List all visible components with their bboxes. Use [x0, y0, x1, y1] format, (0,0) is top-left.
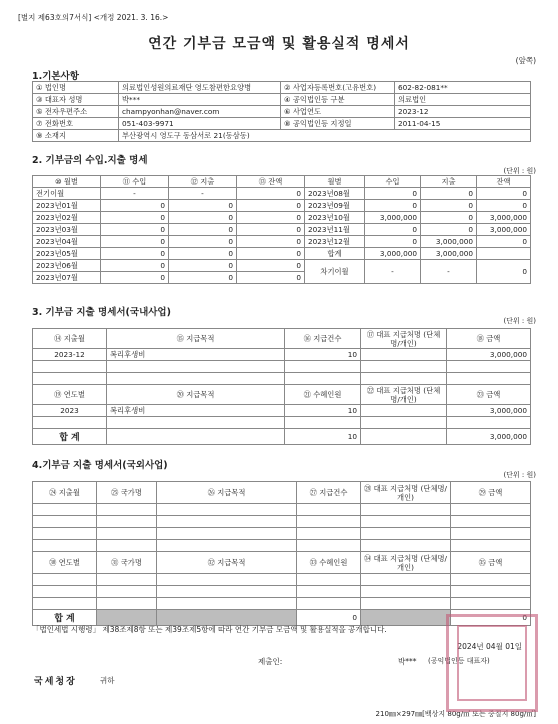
table-row [33, 349, 531, 361]
balance-cell: 0 [477, 188, 531, 200]
corp-name-label: ① 법인명 [33, 82, 119, 94]
header-recipient-2: ㉒ 대표 지급처명 (단체명/개인) [361, 385, 447, 405]
header-country-2: ㉛ 국가명 [97, 552, 157, 574]
count-cell: 10 [285, 349, 361, 361]
header-month-2: 월별 [305, 176, 365, 188]
month-cell: 2023년01월 [33, 200, 101, 212]
address-value: 부산광역시 영도구 동삼서로 21(동삼동) [119, 130, 531, 142]
header-expense: ⑫ 지출 [169, 176, 237, 188]
header-balance-2: 잔액 [477, 176, 531, 188]
balance-cell: 0 [237, 236, 305, 248]
total-amount: 3,000,000 [447, 429, 531, 445]
income-cell: 0 [101, 272, 169, 284]
table-row [33, 188, 531, 200]
table-row [33, 200, 531, 212]
table-row [33, 224, 531, 236]
email-value: champyonhan@naver.com [119, 106, 281, 118]
balance-cell: 0 [237, 224, 305, 236]
page-title: 연간 기부금 모금액 및 활용실적 명세서 [148, 36, 410, 52]
month-cell: 2023년09월 [305, 200, 365, 212]
paper-spec: 210㎜×297㎜[백상지 80g/㎡ 또는 중질지 80g/㎡] [375, 710, 536, 718]
header-month: ⑩ 월별 [33, 176, 101, 188]
official-seal-stamp [446, 614, 538, 712]
header-recipient: ㉘ 대표 지급처명 (단체명/개인) [361, 482, 451, 504]
expense-cell: - [169, 188, 237, 200]
expense-cell: 0 [169, 212, 237, 224]
income-cell: 0 [365, 224, 421, 236]
balance-cell: 3,000,000 [477, 212, 531, 224]
header-purpose: ㉖ 지급목적 [157, 482, 297, 504]
header-recipient-2: ㉞ 대표 지급처명 (단체명/개인) [361, 552, 451, 574]
table-row [33, 260, 531, 272]
section2-title: 2. 기부금의 수입.지출 명세 [32, 155, 148, 166]
expense-cell: 0 [169, 260, 237, 272]
month-cell: 2023년05월 [33, 248, 101, 260]
carry-forward-label: 차기이월 [305, 260, 365, 284]
bizno-value: 602-82-081** [395, 82, 531, 94]
recipient-suffix: 귀하 [100, 676, 115, 685]
carry-forward-balance: 0 [477, 260, 531, 284]
header-count: ⑯ 지급건수 [285, 329, 361, 349]
income-cell: 0 [101, 200, 169, 212]
month-cell: 2023년10월 [305, 212, 365, 224]
corp-type-value: 의료법인 [395, 94, 531, 106]
balance-cell: 0 [237, 272, 305, 284]
year-cell: 2023 [33, 405, 107, 417]
total-count: 10 [285, 429, 361, 445]
expense-cell: 0 [169, 224, 237, 236]
month-cell: 2023년08월 [305, 188, 365, 200]
amount-cell: 3,000,000 [447, 349, 531, 361]
total-label: 합 계 [33, 610, 97, 626]
month-cell: 2023년02월 [33, 212, 101, 224]
month-cell: 2023년11월 [305, 224, 365, 236]
purpose-cell: 복리후생비 [107, 349, 285, 361]
balance-cell: 3,000,000 [477, 224, 531, 236]
carry-forward-expense: - [421, 260, 477, 284]
expense-cell: 0 [421, 188, 477, 200]
ceo-value: 박*** [119, 94, 281, 106]
total-income: 3,000,000 [365, 248, 421, 260]
overseas-spending-table [32, 481, 531, 626]
submitter-label: 제출인: [258, 657, 283, 666]
header-income: ⑪ 수입 [101, 176, 169, 188]
income-cell: 0 [101, 212, 169, 224]
table-row [33, 236, 531, 248]
income-cell: 0 [101, 236, 169, 248]
header-expense-2: 지출 [421, 176, 477, 188]
section3-title: 3. 기부금 지출 명세서(국내사업) [32, 307, 171, 318]
expense-cell: 0 [169, 236, 237, 248]
header-purpose-2: ㉜ 지급목적 [157, 552, 297, 574]
total-balance [477, 248, 531, 260]
balance-cell: 0 [477, 236, 531, 248]
recipient-office: 국세청장 [34, 677, 77, 687]
submission-date: 2024년 04월 01일 [457, 642, 522, 651]
income-cell: 0 [365, 236, 421, 248]
balance-cell: 0 [237, 248, 305, 260]
recipient-cell [361, 349, 447, 361]
legal-statement: 「법인세법 시행령」 제38조제8항 또는 제39조제5항에 따라 연간 기부금 모금액 및 활용실적을 공개합니다. [32, 625, 387, 634]
balance-cell: 0 [237, 212, 305, 224]
expense-cell: 0 [169, 248, 237, 260]
section2-unit: (단위 : 원) [503, 167, 536, 175]
expense-cell: 0 [169, 272, 237, 284]
header-income-2: 수입 [365, 176, 421, 188]
header-balance: ⑬ 잔액 [237, 176, 305, 188]
submitter-role: (공익법인등 대표자) [428, 657, 490, 665]
income-cell: 0 [101, 248, 169, 260]
basic-info-table [32, 81, 531, 142]
income-cell: 0 [101, 260, 169, 272]
income-cell: 3,000,000 [365, 212, 421, 224]
expense-cell: 3,000,000 [421, 236, 477, 248]
phone-label: ⑦ 전화번호 [33, 118, 119, 130]
income-cell: 0 [365, 200, 421, 212]
corp-type-label: ④ 공익법인등 구분 [281, 94, 395, 106]
page-side: (앞쪽) [515, 56, 536, 65]
total-label: 합 계 [33, 429, 107, 445]
header-amount: ㉙ 금액 [451, 482, 531, 504]
total-amount: 0 [451, 610, 531, 626]
spend-month-cell: 2023-12 [33, 349, 107, 361]
month-cell: 2023년07월 [33, 272, 101, 284]
designation-date-label: ⑧ 공익법인등 지정일 [281, 118, 395, 130]
balance-cell: 0 [237, 188, 305, 200]
header-amount: ⑱ 금액 [447, 329, 531, 349]
header-amount-2: ㉓ 금액 [447, 385, 531, 405]
table-row [33, 248, 531, 260]
total-expense: 3,000,000 [421, 248, 477, 260]
total-count: 0 [297, 610, 361, 626]
header-purpose: ⑮ 지급목적 [107, 329, 285, 349]
ceo-label: ③ 대표자 성명 [33, 94, 119, 106]
purpose-cell: 복리후생비 [107, 405, 285, 417]
submitter-name: 박*** [398, 657, 417, 666]
fiscal-year-value: 2023-12 [395, 106, 531, 118]
email-label: ⑤ 전자우편주소 [33, 106, 119, 118]
total-label: 합계 [305, 248, 365, 260]
header-country: ㉕ 국가명 [97, 482, 157, 504]
designation-date-value: 2011-04-15 [395, 118, 531, 130]
header-spend-month: ⑭ 지출월 [33, 329, 107, 349]
month-cell: 2023년06월 [33, 260, 101, 272]
expense-cell: 0 [421, 224, 477, 236]
amount-cell: 3,000,000 [447, 405, 531, 417]
header-year: ⑲ 연도별 [33, 385, 107, 405]
header-amount-2: ㉟ 금액 [451, 552, 531, 574]
header-beneficiaries: ㉑ 수혜인원 [285, 385, 361, 405]
section4-title: 4.기부금 지출 명세서(국외사업) [32, 460, 168, 471]
phone-value: 051-403-9971 [119, 118, 281, 130]
fiscal-year-label: ⑥ 사업연도 [281, 106, 395, 118]
income-cell: 0 [365, 188, 421, 200]
header-beneficiaries: ㉝ 수혜인원 [297, 552, 361, 574]
header-count: ㉗ 지급건수 [297, 482, 361, 504]
balance-cell: 0 [237, 260, 305, 272]
table-row [33, 212, 531, 224]
table-row [33, 405, 531, 417]
carry-forward-income: - [365, 260, 421, 284]
section3-unit: (단위 : 원) [503, 317, 536, 325]
corp-name-value: 의료법인성원의료재단 영도참편한요양병 [119, 82, 281, 94]
header-spend-month: ㉔ 지출월 [33, 482, 97, 504]
balance-cell: 0 [237, 200, 305, 212]
section4-unit: (단위 : 원) [503, 471, 536, 479]
month-cell: 2023년12월 [305, 236, 365, 248]
form-number: [별지 제63호의7서식] <개정 2021. 3. 16.> [18, 13, 169, 22]
recipient-cell [361, 405, 447, 417]
header-year: ㉚ 연도별 [33, 552, 97, 574]
month-cell: 2023년03월 [33, 224, 101, 236]
header-purpose-2: ⑳ 지급목적 [107, 385, 285, 405]
month-cell: 2023년04월 [33, 236, 101, 248]
bizno-label: ② 사업자등록번호(고유번호) [281, 82, 395, 94]
income-cell: - [101, 188, 169, 200]
beneficiaries-cell: 10 [285, 405, 361, 417]
month-cell: 전기이월 [33, 188, 101, 200]
domestic-spending-table [32, 328, 531, 445]
income-cell: 0 [101, 224, 169, 236]
balance-cell: 0 [477, 200, 531, 212]
section1-title: 1.기본사항 [32, 71, 79, 82]
expense-cell: 0 [421, 212, 477, 224]
address-label: ⑨ 소재지 [33, 130, 119, 142]
income-expense-table [32, 175, 531, 284]
expense-cell: 0 [169, 200, 237, 212]
header-recipient: ⑰ 대표 지급처명 (단체명/개인) [361, 329, 447, 349]
expense-cell: 0 [421, 200, 477, 212]
